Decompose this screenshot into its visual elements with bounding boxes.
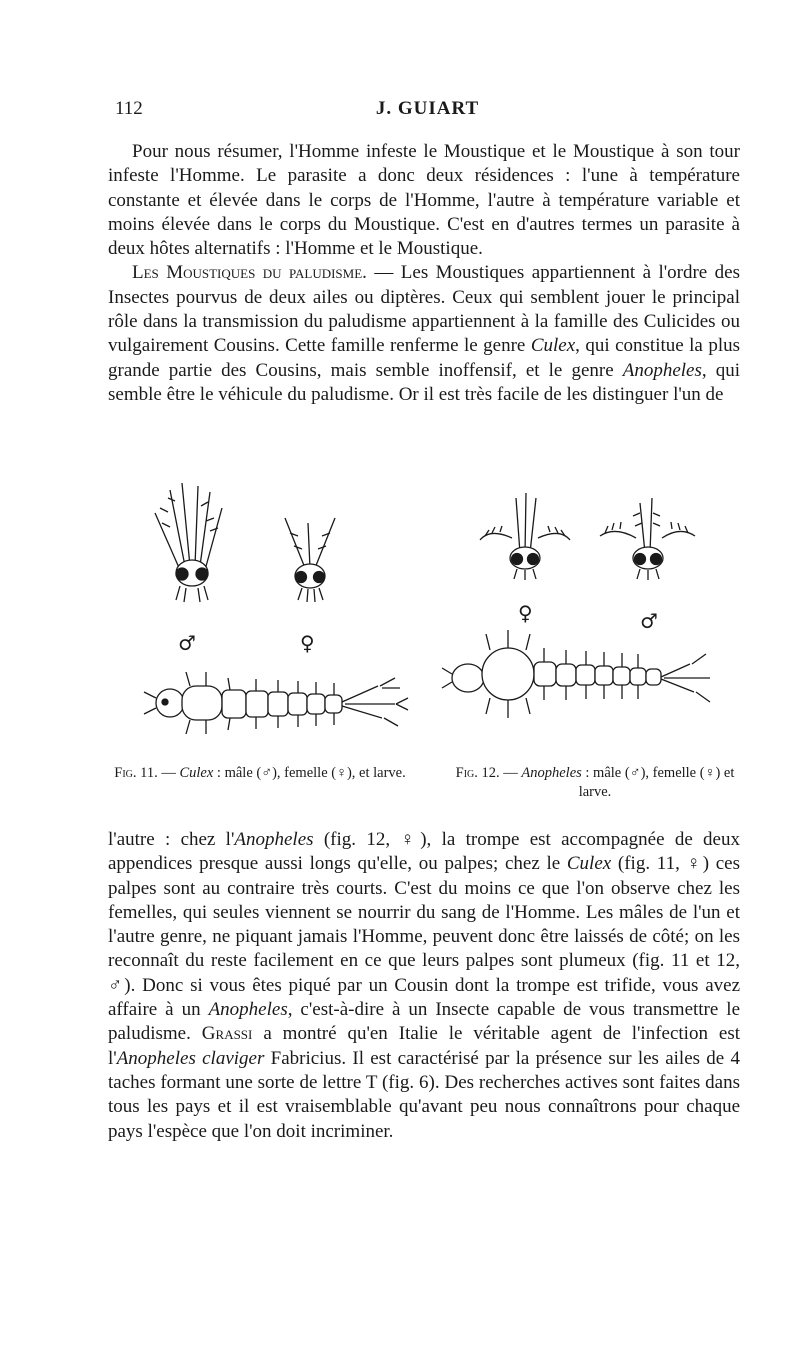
section-heading: Les Moustiques du paludisme.: [132, 262, 367, 284]
page-number: 112: [115, 98, 143, 119]
anopheles-male-symbol: ♂: [640, 609, 658, 633]
figure-11-number: Fig. 11.: [114, 765, 158, 781]
paragraph-mosquitoes: Les Moustiques du paludisme. — Les Moustiques appartiennent à l'ordre des Insectes pourvus de deux ailes ou diptères. Ceux qui semblent jouer le principal rôle dans la transmission du paludisme appartiennent à la famille des Culicides ou vulgairement Cousins. Cette famille renferme le genre Culex, qui constitue la plus grande partie des Cousins, mais semble inoffensif, et le genre Anopheles, qui semble être le véhicule du paludisme. Or il est très facile de les distinguer l'un de: [108, 262, 741, 405]
figure-11-caption: Fig. 11. — Culex : mâle (♂), femelle (♀), et larve.: [114, 765, 406, 781]
genus-culex: Culex: [530, 335, 576, 357]
text-block-bottom: [108, 828, 740, 1144]
culex-female-head-drawing: [285, 518, 335, 602]
figure-11-genus: Culex: [179, 765, 214, 781]
anopheles-male-head-drawing: [600, 498, 695, 580]
species-anopheles-claviger: Anopheles claviger: [116, 1047, 265, 1069]
anopheles-larva-drawing: [442, 630, 710, 718]
culex-larva-drawing: [144, 672, 408, 734]
culex-male-symbol: ♂: [178, 631, 196, 655]
genus-anopheles: Anopheles: [622, 359, 702, 381]
figure-12-number: Fig. 12.: [455, 765, 500, 781]
paragraph-palpi: l'autre : chez l'Anopheles (fig. 12, ♀), la trompe est accompagnée de deux appendices presque aussi longs qu'elle, ou palpes; chez le Culex (fig. 11, ♀) ces palpes sont au contraire très courts. C'est du moins ce que l'on observe chez les femelles, qui seules viennent se nourrir du sang de l'Homme. Les mâles de l'un et l'autre genre, ne piquant jamais l'Homme, peuvent donc être laissés de côté; on les reconnaît du reste facilement en ce que leurs palpes sont plumeux (fig. 11 et 12, ♂). Donc si vous êtes piqué par un Cousin dont la trompe est trifide, vous avez affaire à un Anopheles, c'est-à-dire à un Insecte capable de vous transmettre le paludisme. Grassi a montré qu'en Italie le véritable agent de l'infection est l'Anopheles claviger Fabricius. Il est caractérisé par la présence sur les ailes de 4 taches formant une sorte de lettre T (fig. 6). Des recherches actives sont faites dans tous les pays et il est vraisemblable qu'avant peu nous connaîtrons pour chaque pays l'espèce que l'on doit incriminer.: [108, 829, 741, 1142]
running-head-author: J. GUIART: [375, 98, 480, 119]
figure-12-anopheles-illustration: [440, 478, 740, 763]
text-block-top: [108, 140, 740, 407]
figures-area: [110, 478, 740, 808]
paragraph-summary: Pour nous résumer, l'Homme infeste le Moustique et le Moustique à son tour infeste l'Homme. Le parasite a donc deux résidences : l'une à température constante et élevée dans le corps de l'Homme, l'autre à température variable et moins élevée dans le corps du Moustique. C'est en d'autres termes un parasite à deux hôtes alternatifs : l'Homme et le Moustique.: [108, 141, 740, 260]
culex-female-symbol: ♀: [300, 631, 315, 655]
author-grassi: Grassi: [201, 1023, 253, 1045]
figure-12-genus: Anopheles: [521, 765, 582, 781]
figure-12-caption: Fig. 12. — Anopheles : mâle (♂), femelle (♀) et larve.: [455, 765, 735, 800]
anopheles-female-symbol: ♀: [518, 601, 533, 625]
anopheles-female-head-drawing: [480, 493, 570, 580]
figure-11-culex-illustration: [110, 478, 420, 763]
culex-male-head-drawing: [155, 483, 222, 602]
page-header: [115, 98, 740, 126]
